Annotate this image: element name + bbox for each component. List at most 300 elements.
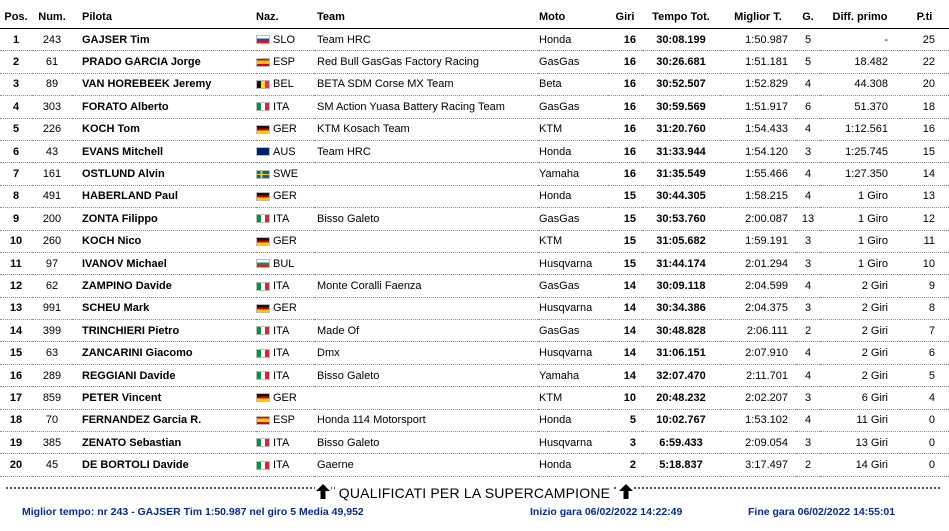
cell-num: 226 — [32, 118, 72, 140]
cell-gap: 11 Giri — [820, 409, 900, 431]
results-body — [0, 29, 949, 477]
cell-best-lap: 2:11.701 — [720, 364, 796, 386]
cell-total-time: 31:44.174 — [642, 252, 720, 274]
cell-team: Team HRC — [314, 29, 538, 51]
footer-best-time: Miglior tempo: nr 243 - GAJSER Tim 1:50.987 nel giro 5 Media 49,952 — [22, 506, 364, 518]
cell-nat — [256, 252, 314, 274]
cell-best-lap: 2:07.910 — [720, 342, 796, 364]
cell-nat — [256, 342, 314, 364]
cell-bike: GasGas — [538, 320, 608, 342]
cell-num: 399 — [32, 320, 72, 342]
cell-points: 5 — [900, 364, 949, 386]
nat-code: ITA — [273, 436, 290, 449]
cell-num: 63 — [32, 342, 72, 364]
table-row — [0, 230, 949, 252]
flag-icon — [256, 58, 270, 67]
cell-rider: REGGIANI Davide — [72, 364, 256, 386]
cell-laps: 5 — [608, 409, 642, 431]
cell-best-lap: 1:54.433 — [720, 118, 796, 140]
flag-icon — [256, 237, 270, 246]
arrow-up-icon — [618, 484, 634, 502]
arrow-up-icon — [315, 484, 331, 502]
cell-laps: 15 — [608, 252, 642, 274]
cell-best-lap: 1:55.466 — [720, 163, 796, 185]
cell-team — [314, 163, 538, 185]
cell-bike: Husqvarna — [538, 342, 608, 364]
flag-icon — [256, 349, 270, 358]
table-row — [0, 163, 949, 185]
cell-pos: 15 — [0, 342, 32, 364]
cell-pos: 12 — [0, 275, 32, 297]
cell-points: 9 — [900, 275, 949, 297]
cell-best-lap-number: 4 — [796, 118, 820, 140]
cell-best-lap: 1:53.102 — [720, 409, 796, 431]
nat-code: GER — [273, 391, 297, 404]
header-total-time: Tempo Tot. — [642, 6, 720, 29]
cell-bike: Yamaha — [538, 163, 608, 185]
cell-gap: 51.370 — [820, 96, 900, 118]
table-row — [0, 342, 949, 364]
cell-laps: 16 — [608, 118, 642, 140]
flag-icon — [256, 416, 270, 425]
cell-total-time: 31:20.760 — [642, 118, 720, 140]
cell-best-lap-number: 2 — [796, 454, 820, 476]
cell-bike: Husqvarna — [538, 252, 608, 274]
cell-rider: KOCH Tom — [72, 118, 256, 140]
cell-points: 15 — [900, 140, 949, 162]
cell-total-time: 32:07.470 — [642, 364, 720, 386]
cell-pos: 5 — [0, 118, 32, 140]
nat-code: ITA — [273, 324, 290, 337]
header-laps: Giri — [608, 6, 642, 29]
cell-num: 385 — [32, 432, 72, 454]
cell-pos: 6 — [0, 140, 32, 162]
cell-num: 991 — [32, 297, 72, 319]
cell-gap: 1 Giro — [820, 185, 900, 207]
cell-team — [314, 252, 538, 274]
cell-rider: PETER Vincent — [72, 387, 256, 409]
header-nat: Naz. — [256, 6, 314, 29]
table-row — [0, 275, 949, 297]
cell-team: KTM Kosach Team — [314, 118, 538, 140]
cell-points: 12 — [900, 208, 949, 230]
cell-points: 13 — [900, 185, 949, 207]
cell-points: 0 — [900, 432, 949, 454]
header-team: Team — [314, 6, 538, 29]
cell-gap: 2 Giri — [820, 297, 900, 319]
cell-gap: 2 Giri — [820, 342, 900, 364]
table-row — [0, 454, 949, 476]
flag-icon — [256, 170, 270, 179]
cell-bike: Husqvarna — [538, 297, 608, 319]
cell-team: Honda 114 Motorsport — [314, 409, 538, 431]
nat-code: ESP — [273, 56, 296, 69]
cell-best-lap: 2:00.087 — [720, 208, 796, 230]
cell-nat — [256, 432, 314, 454]
cell-points: 8 — [900, 297, 949, 319]
cell-points: 16 — [900, 118, 949, 140]
cell-nat — [256, 230, 314, 252]
cell-gap: 1 Giro — [820, 208, 900, 230]
cell-total-time: 30:59.569 — [642, 96, 720, 118]
cell-nat — [256, 364, 314, 386]
nat-code: ITA — [273, 280, 290, 293]
table-row — [0, 29, 949, 51]
cell-pos: 10 — [0, 230, 32, 252]
cell-rider: EVANS Mitchell — [72, 140, 256, 162]
cell-num: 43 — [32, 140, 72, 162]
table-row — [0, 387, 949, 409]
cell-pos: 4 — [0, 96, 32, 118]
nat-code: ITA — [273, 459, 290, 472]
cell-gap: 1:25.745 — [820, 140, 900, 162]
nat-code: ITA — [273, 369, 290, 382]
cell-best-lap-number: 4 — [796, 409, 820, 431]
header-points: P.ti — [900, 6, 949, 29]
cell-bike: Honda — [538, 185, 608, 207]
cell-best-lap-number: 4 — [796, 364, 820, 386]
cell-total-time: 10:02.767 — [642, 409, 720, 431]
cell-total-time: 30:08.199 — [642, 29, 720, 51]
cell-rider: FERNANDEZ Garcia R. — [72, 409, 256, 431]
cell-points: 4 — [900, 387, 949, 409]
cell-num: 61 — [32, 51, 72, 73]
cell-laps: 16 — [608, 51, 642, 73]
cell-best-lap-number: 4 — [796, 185, 820, 207]
flag-icon — [256, 102, 270, 111]
cell-laps: 10 — [608, 387, 642, 409]
cell-best-lap-number: 4 — [796, 163, 820, 185]
cell-total-time: 31:06.151 — [642, 342, 720, 364]
flag-icon — [256, 147, 270, 156]
table-row — [0, 432, 949, 454]
cell-nat — [256, 208, 314, 230]
footer-race-start: Inizio gara 06/02/2022 14:22:49 — [530, 506, 683, 518]
cell-laps: 16 — [608, 163, 642, 185]
cell-team: BETA SDM Corse MX Team — [314, 73, 538, 95]
flag-icon — [256, 304, 270, 313]
cell-points: 10 — [900, 252, 949, 274]
cell-total-time: 6:59.433 — [642, 432, 720, 454]
cell-laps: 16 — [608, 96, 642, 118]
cell-pos: 13 — [0, 297, 32, 319]
cell-nat — [256, 275, 314, 297]
cell-bike: Yamaha — [538, 364, 608, 386]
cell-nat — [256, 454, 314, 476]
cell-rider: ZENATO Sebastian — [72, 432, 256, 454]
cell-rider: GAJSER Tim — [72, 29, 256, 51]
cell-total-time: 20:48.232 — [642, 387, 720, 409]
cell-num: 161 — [32, 163, 72, 185]
cell-team — [314, 185, 538, 207]
cell-num: 62 — [32, 275, 72, 297]
cell-laps: 14 — [608, 275, 642, 297]
cell-pos: 19 — [0, 432, 32, 454]
cell-total-time: 30:52.507 — [642, 73, 720, 95]
cell-nat — [256, 73, 314, 95]
header-best-lap-number: G. — [796, 6, 820, 29]
header-gap: Diff. primo — [820, 6, 900, 29]
cell-gap: 44.308 — [820, 73, 900, 95]
cell-rider: IVANOV Michael — [72, 252, 256, 274]
cell-rider: KOCH Nico — [72, 230, 256, 252]
cell-pos: 17 — [0, 387, 32, 409]
cell-laps: 14 — [608, 342, 642, 364]
flag-icon — [256, 438, 270, 447]
cell-num: 289 — [32, 364, 72, 386]
cell-rider: OSTLUND Alvin — [72, 163, 256, 185]
cell-team: Dmx — [314, 342, 538, 364]
header-num: Num. — [32, 6, 72, 29]
cell-points: 0 — [900, 409, 949, 431]
cell-pos: 8 — [0, 185, 32, 207]
table-row — [0, 185, 949, 207]
cell-best-lap: 1:50.987 — [720, 29, 796, 51]
nat-code: GER — [273, 235, 297, 248]
table-row — [0, 297, 949, 319]
cell-pos: 2 — [0, 51, 32, 73]
cell-pos: 11 — [0, 252, 32, 274]
cell-gap: 13 Giri — [820, 432, 900, 454]
header-best-lap: Miglior T. — [720, 6, 796, 29]
cell-bike: GasGas — [538, 208, 608, 230]
flag-icon — [256, 80, 270, 89]
table-row — [0, 51, 949, 73]
cell-team: Team HRC — [314, 140, 538, 162]
cell-best-lap-number: 3 — [796, 140, 820, 162]
cell-team: Bisso Galeto — [314, 432, 538, 454]
cell-best-lap: 3:17.497 — [720, 454, 796, 476]
nat-code: GER — [273, 302, 297, 315]
cell-nat — [256, 387, 314, 409]
cell-total-time: 31:33.944 — [642, 140, 720, 162]
cell-points: 14 — [900, 163, 949, 185]
cell-bike: GasGas — [538, 51, 608, 73]
cell-rider: ZONTA Filippo — [72, 208, 256, 230]
cell-rider: SCHEU Mark — [72, 297, 256, 319]
cell-laps: 16 — [608, 73, 642, 95]
cell-num: 89 — [32, 73, 72, 95]
cell-bike: Honda — [538, 409, 608, 431]
cell-best-lap: 2:01.294 — [720, 252, 796, 274]
cell-nat — [256, 140, 314, 162]
cell-best-lap: 2:04.599 — [720, 275, 796, 297]
flag-icon — [256, 393, 270, 402]
cell-team — [314, 230, 538, 252]
cell-gap: 14 Giri — [820, 454, 900, 476]
cell-gap: 2 Giri — [820, 364, 900, 386]
nat-code: ITA — [273, 347, 290, 360]
cell-team: Bisso Galeto — [314, 364, 538, 386]
table-row — [0, 320, 949, 342]
cell-best-lap-number: 2 — [796, 320, 820, 342]
cell-total-time: 31:05.682 — [642, 230, 720, 252]
cell-points: 18 — [900, 96, 949, 118]
cell-points: 6 — [900, 342, 949, 364]
nat-code: ITA — [273, 100, 290, 113]
nat-code: AUS — [273, 145, 296, 158]
table-row — [0, 409, 949, 431]
cell-best-lap-number: 3 — [796, 252, 820, 274]
cell-laps: 14 — [608, 364, 642, 386]
cell-team: Monte Coralli Faenza — [314, 275, 538, 297]
cell-best-lap: 2:06.111 — [720, 320, 796, 342]
cell-best-lap-number: 5 — [796, 29, 820, 51]
cell-bike: GasGas — [538, 275, 608, 297]
flag-icon — [256, 371, 270, 380]
cell-nat — [256, 409, 314, 431]
cell-best-lap-number: 3 — [796, 230, 820, 252]
header-rider: Pilota — [72, 6, 256, 29]
cell-pos: 3 — [0, 73, 32, 95]
cell-rider: ZANCARINI Giacomo — [72, 342, 256, 364]
cell-laps: 14 — [608, 297, 642, 319]
cell-bike: KTM — [538, 118, 608, 140]
cell-team: Gaerne — [314, 454, 538, 476]
table-row — [0, 364, 949, 386]
cell-team: Bisso Galeto — [314, 208, 538, 230]
cell-bike: KTM — [538, 230, 608, 252]
cell-pos: 16 — [0, 364, 32, 386]
cell-bike: Honda — [538, 29, 608, 51]
cell-nat — [256, 51, 314, 73]
cell-pos: 20 — [0, 454, 32, 476]
cell-total-time: 31:35.549 — [642, 163, 720, 185]
cell-best-lap: 1:59.191 — [720, 230, 796, 252]
nat-code: GER — [273, 123, 297, 136]
cell-num: 243 — [32, 29, 72, 51]
cell-gap: 1:27.350 — [820, 163, 900, 185]
cell-pos: 14 — [0, 320, 32, 342]
cell-total-time: 30:09.118 — [642, 275, 720, 297]
cell-nat — [256, 297, 314, 319]
cell-total-time: 30:53.760 — [642, 208, 720, 230]
cell-bike: Honda — [538, 140, 608, 162]
nat-code: ITA — [273, 212, 290, 225]
cell-gap: 18.482 — [820, 51, 900, 73]
cell-best-lap-number: 4 — [796, 342, 820, 364]
cell-rider: FORATO Alberto — [72, 96, 256, 118]
cell-gap: 1:12.561 — [820, 118, 900, 140]
cell-gap: 2 Giri — [820, 275, 900, 297]
cell-num: 303 — [32, 96, 72, 118]
cell-gap: 2 Giri — [820, 320, 900, 342]
cell-nat — [256, 185, 314, 207]
flag-icon — [256, 125, 270, 134]
table-row — [0, 252, 949, 274]
flag-icon — [256, 192, 270, 201]
cell-num: 70 — [32, 409, 72, 431]
cell-nat — [256, 29, 314, 51]
cell-points: 25 — [900, 29, 949, 51]
table-row — [0, 208, 949, 230]
nat-code: BEL — [273, 78, 294, 91]
cell-num: 260 — [32, 230, 72, 252]
cell-best-lap-number: 6 — [796, 96, 820, 118]
cell-points: 0 — [900, 454, 949, 476]
cell-rider: TRINCHIERI Pietro — [72, 320, 256, 342]
cell-bike: KTM — [538, 387, 608, 409]
cell-points: 11 — [900, 230, 949, 252]
cell-rider: VAN HOREBEEK Jeremy — [72, 73, 256, 95]
cell-best-lap: 1:54.120 — [720, 140, 796, 162]
cell-rider: PRADO GARCIA Jorge — [72, 51, 256, 73]
cell-num: 200 — [32, 208, 72, 230]
cell-rider: HABERLAND Paul — [72, 185, 256, 207]
cell-total-time: 30:26.681 — [642, 51, 720, 73]
cell-team: Made Of — [314, 320, 538, 342]
cell-bike: GasGas — [538, 96, 608, 118]
cell-gap: 1 Giro — [820, 252, 900, 274]
nat-code: SWE — [273, 168, 299, 181]
cell-best-lap-number: 3 — [796, 432, 820, 454]
cell-total-time: 5:18.837 — [642, 454, 720, 476]
table-row — [0, 96, 949, 118]
cell-bike: Husqvarna — [538, 432, 608, 454]
cell-total-time: 30:48.828 — [642, 320, 720, 342]
cell-pos: 18 — [0, 409, 32, 431]
cell-laps: 15 — [608, 208, 642, 230]
cell-best-lap-number: 4 — [796, 73, 820, 95]
cell-pos: 9 — [0, 208, 32, 230]
cell-points: 20 — [900, 73, 949, 95]
cell-best-lap: 1:51.181 — [720, 51, 796, 73]
cell-rider: DE BORTOLI Davide — [72, 454, 256, 476]
cell-pos: 1 — [0, 29, 32, 51]
cell-num: 859 — [32, 387, 72, 409]
cell-num: 97 — [32, 252, 72, 274]
cell-best-lap: 2:09.054 — [720, 432, 796, 454]
cell-gap: - — [820, 29, 900, 51]
cell-best-lap: 2:04.375 — [720, 297, 796, 319]
cell-pos: 7 — [0, 163, 32, 185]
nat-code: GER — [273, 190, 297, 203]
flag-icon — [256, 282, 270, 291]
cell-team: SM Action Yuasa Battery Racing Team — [314, 96, 538, 118]
cell-laps: 14 — [608, 320, 642, 342]
cell-num: 491 — [32, 185, 72, 207]
nat-code: SLO — [273, 33, 296, 46]
qualifier-text: QUALIFICATI PER LA SUPERCAMPIONE — [335, 485, 614, 501]
cell-best-lap-number: 3 — [796, 387, 820, 409]
cell-points: 22 — [900, 51, 949, 73]
cell-nat — [256, 96, 314, 118]
flag-icon — [256, 259, 270, 268]
cell-laps: 2 — [608, 454, 642, 476]
flag-icon — [256, 326, 270, 335]
cell-laps: 16 — [608, 140, 642, 162]
cell-points: 7 — [900, 320, 949, 342]
cell-best-lap: 1:52.829 — [720, 73, 796, 95]
header-row — [0, 6, 949, 29]
flag-icon — [256, 461, 270, 470]
nat-code: BUL — [273, 257, 295, 270]
cell-bike: Beta — [538, 73, 608, 95]
cell-best-lap-number: 4 — [796, 275, 820, 297]
cell-laps: 15 — [608, 230, 642, 252]
qualifier-banner — [0, 484, 949, 502]
cell-rider: ZAMPINO Davide — [72, 275, 256, 297]
cell-best-lap-number: 13 — [796, 208, 820, 230]
flag-icon — [256, 214, 270, 223]
table-row — [0, 140, 949, 162]
cell-laps: 15 — [608, 185, 642, 207]
cell-num: 45 — [32, 454, 72, 476]
cell-bike: Honda — [538, 454, 608, 476]
cell-total-time: 30:44.305 — [642, 185, 720, 207]
cell-team: Red Bull GasGas Factory Racing — [314, 51, 538, 73]
cell-team — [314, 297, 538, 319]
